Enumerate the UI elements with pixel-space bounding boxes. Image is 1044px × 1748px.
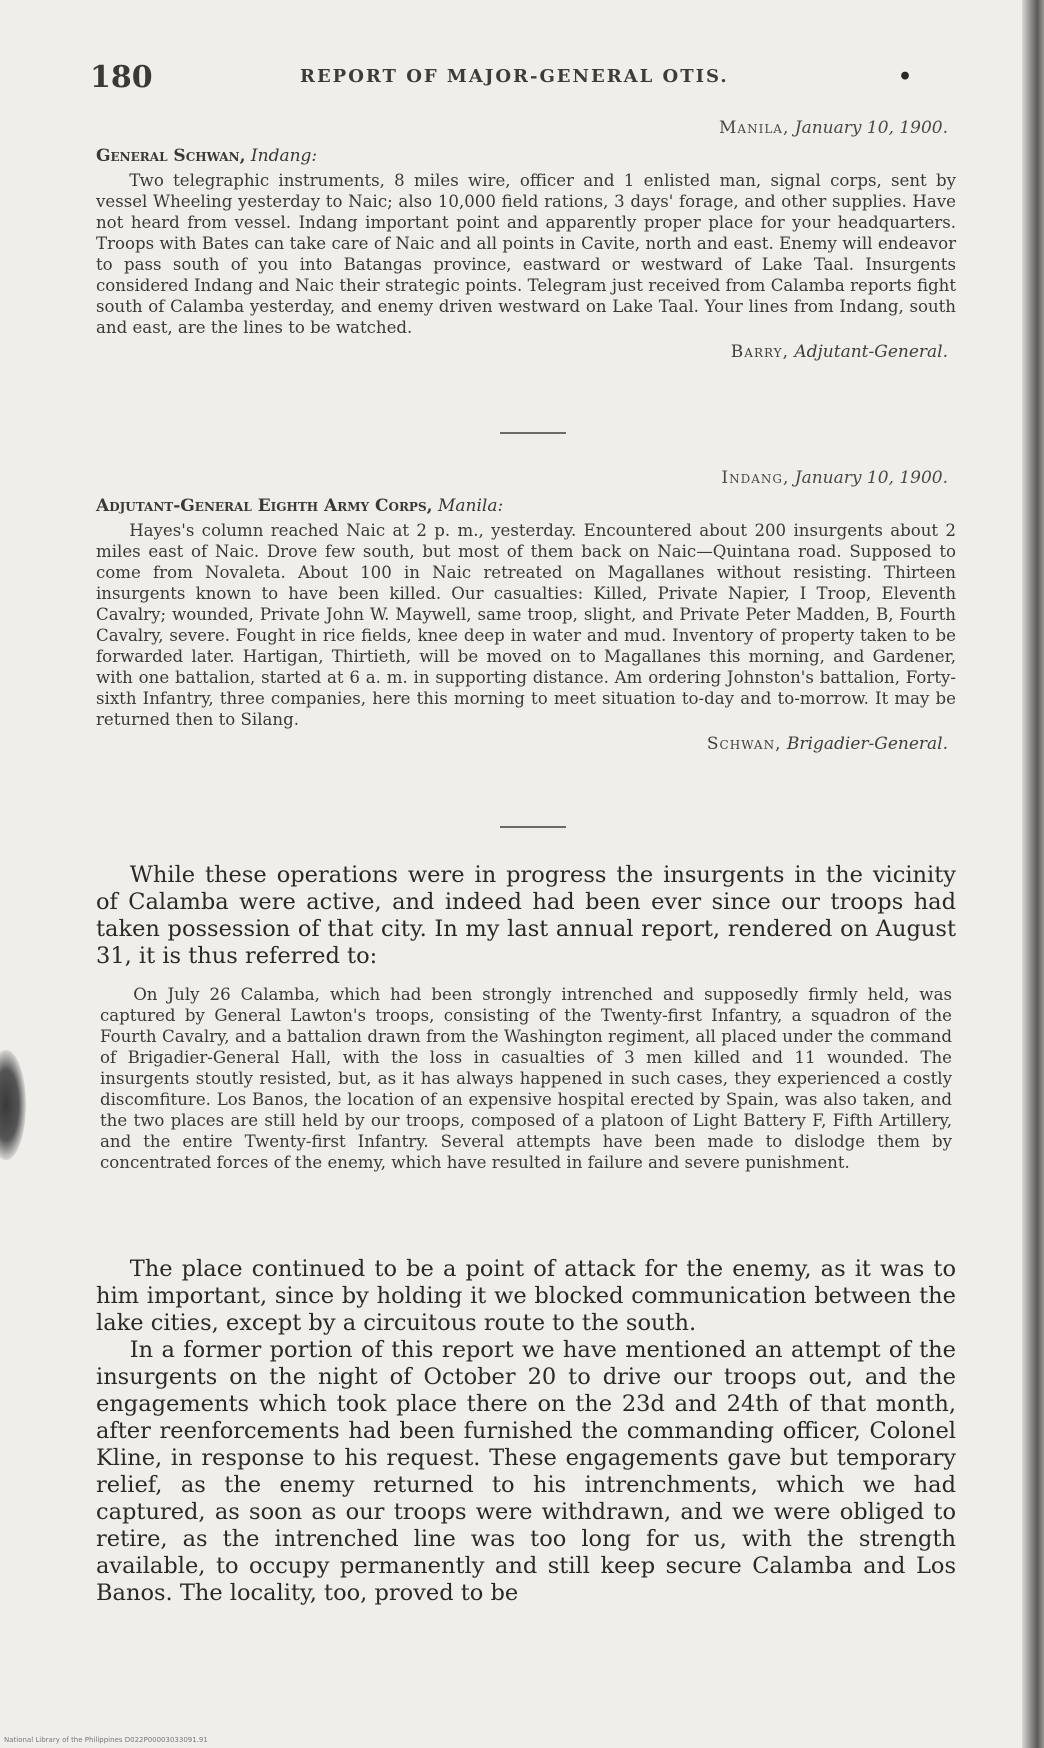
telegram-1-body: Two telegraphic instruments, 8 miles wire, officer and 1 enlisted man, signal corps, sent by vessel Wheeling yesterday to Naic; also 10,000 field rations, 3 days' forage, and other supplies. Have not heard from vessel. Indang important point and apparently proper place for your headquarters. Troops with Bates can take care of Naic and all points in Cavite, north and east. Enemy will endeavor to pass south of you into Batangas province, eastward or westward of Lake Taal. Insurgents considered Indang and Naic their strategic points. Telegram just received from Calamba reports fight south of Calamba yesterday, and enemy driven westward on Lake Taal. Your lines from Indang, south and east, are the lines to be watched.	[96, 171, 956, 337]
telegram-1-date: January 10, 1900.	[794, 118, 948, 138]
telegram-2-date: January 10, 1900.	[794, 468, 948, 488]
running-head: REPORT OF MAJOR-GENERAL OTIS.	[300, 66, 729, 87]
telegram-2-signature	[96, 734, 956, 754]
telegram-1-location: Indang:	[250, 146, 318, 166]
scan-footer: National Library of the Philippines D022P00003033091.91	[4, 1736, 208, 1744]
narrative-section-1	[96, 862, 956, 970]
telegram-1-signer-title: Adjutant-General.	[794, 342, 948, 362]
book-spine-shadow	[1022, 0, 1044, 1748]
telegram-2-body: Hayes's column reached Naic at 2 p. m., yesterday. Encountered about 200 insurgents about 2 miles east of Naic. Drove few south, but most of them back on Naic—Quintana road. Supposed to come from Novaleta. About 100 in Naic retreated on Magallanes without resisting. Thirteen insurgents known to have been killed. Our casualties: Killed, Private Napier, I Troop, Eleventh Cavalry; wounded, Private John W. Maywell, same troop, slight, and Private Peter Madden, B, Fourth Cavalry, severe. Fought in rice fields, knee deep in water and mud. Inventory of property taken to be forwarded later. Hartigan, Thirtieth, will be moved on to Magallanes this morning, and Gardener, with one battalion, started at 6 a. m. in supporting distance. Am ordering Johnston's battalion, Forty-sixth Infantry, three companies, here this morning to meet situation to-day and to-morrow. It may be returned then to Silang.	[96, 521, 956, 729]
telegram-2-dateline	[96, 468, 956, 488]
telegram-1-place: Manila,	[719, 118, 790, 138]
telegram-2-address	[96, 496, 956, 516]
telegram-1	[96, 118, 956, 362]
telegram-2-place: Indang,	[721, 468, 790, 488]
separator-rule-1	[500, 432, 566, 434]
quoted-report-text: On July 26 Calamba, which had been strongly intrenched and supposedly firmly held, was captured by General Lawton's troops, consisting of the Twenty-first Infantry, a squadron of the Fourth Cavalry, and a battalion drawn from the Washington regiment, all placed under the command of Brigadier-General Hall, with the loss in casualties of 3 men killed and 11 wounded. The insurgents stoutly resisted, but, as it has always happened in such cases, they experienced a costly discomfiture. Los Banos, the location of an expensive hospital erected by Spain, was also taken, and the two places are still held by our troops, composed of a platoon of Light Battery F, Fifth Artillery, and the entire Twenty-first Infantry. Several attempts have been made to dislodge them by concentrated forces of the enemy, which have resulted in failure and severe punishment.	[100, 985, 952, 1172]
telegram-1-dateline	[96, 118, 956, 138]
telegram-1-addressee: General Schwan,	[96, 146, 246, 166]
narrative-paragraph-3: In a former portion of this report we have mentioned an attempt of the insurgents on the night of October 20 to drive our troops out, and the engagements which took place there on the 23d and 24th of that month, after reenforcements had been furnished the commanding officer, Colonel Kline, in response to his request. These engagements gave but temporary relief, as the enemy returned to his intrenchments, which we had captured, as soon as our troops were withdrawn, and we were obliged to retire, as the intrenched line was too long for us, with the strength available, to occupy permanently and still keep secure Calamba and Los Banos. The locality, too, proved to be	[96, 1337, 956, 1606]
narrative-paragraph-2: The place continued to be a point of attack for the enemy, as it was to him important, since by holding it we blocked communication between the lake cities, except by a circuitous route to the south.	[96, 1256, 956, 1336]
telegram-2-signer: Schwan,	[706, 734, 782, 754]
telegram-2-signer-title: Brigadier-General.	[786, 734, 948, 754]
quoted-report	[100, 984, 952, 1173]
telegram-2-location: Manila:	[437, 496, 504, 516]
narrative-paragraph-1: While these operations were in progress the insurgents in the vicinity of Calamba were active, and indeed had been ever since our troops had taken possession of that city. In my last annual report, rendered on August 31, it is thus referred to:	[96, 862, 956, 969]
telegram-2-addressee: Adjutant-General Eighth Army Corps,	[96, 496, 433, 516]
telegram-1-signature	[96, 342, 956, 362]
telegram-2	[96, 468, 956, 754]
telegram-1-address	[96, 146, 956, 166]
dot-mark: •	[898, 64, 913, 90]
page-header	[90, 60, 960, 100]
narrative-section-2	[96, 1256, 956, 1607]
separator-rule-2	[500, 826, 566, 828]
page-number: 180	[90, 60, 153, 95]
telegram-1-signer: Barry,	[730, 342, 789, 362]
